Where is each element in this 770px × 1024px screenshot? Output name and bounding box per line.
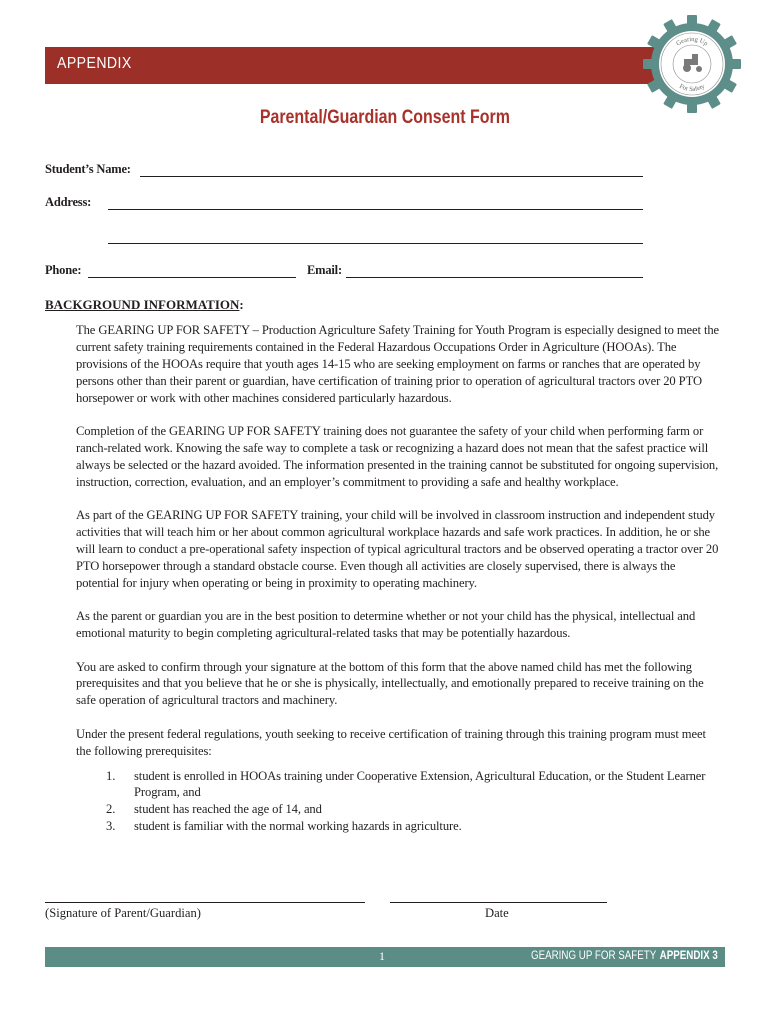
background-paragraph: Under the present federal regulations, youth seeking to receive certification of training through this training program must meet the following prerequisites: — [76, 726, 706, 758]
list-item-text: student is familiar with the normal working hazards in agriculture. — [134, 819, 462, 834]
student-name-label: Student’s Name: — [45, 162, 131, 176]
date-label: Date — [485, 906, 509, 920]
student-name-field[interactable] — [140, 176, 643, 177]
list-item — [76, 768, 721, 802]
seal-top-text: Gearing Up — [675, 35, 710, 48]
appendix-header-bar — [45, 47, 660, 84]
email-label: Email: — [307, 263, 342, 277]
background-paragraph: You are asked to confirm through your signature at the bottom of this form that the above named child has met the following prerequisites and that you believe that he or she is physically, intellectually, and emotionally prepared to receive training on the safe operation of agricultural tractors and machinery. — [76, 659, 704, 708]
list-item-number: 1. — [106, 768, 116, 783]
email-field[interactable] — [346, 277, 643, 278]
date-field[interactable] — [390, 902, 607, 903]
phone-label: Phone: — [45, 263, 82, 277]
list-item — [76, 801, 721, 818]
list-item-number: 3. — [106, 819, 116, 834]
form-title: Parental/Guardian Consent Form — [259, 107, 511, 128]
background-paragraph: As part of the GEARING UP FOR SAFETY training, your child will be involved in classroom instruction and independent study activities that will teach him or her about common agricultural workplace hazards and safe work practices. In addition, he or she will learn to conduct a pre-operational safety inspection of typical agricultural tractors and be observed operating a tractor over 20 PTO horsepower through a standard obstacle course. Even though all activities are closely supervised, there is always the potential for injury when operating or being in proximity to operating machinery. — [76, 508, 719, 590]
background-paragraph: As the parent or guardian you are in the best position to determine whether or not your child has the physical, intellectual and emotional maturity to begin completing agricultural-related tasks that may be potentially hazardous. — [76, 609, 696, 641]
phone-field[interactable] — [88, 277, 296, 278]
background-body — [76, 322, 721, 835]
list-item — [76, 818, 721, 835]
background-paragraph: Completion of the GEARING UP FOR SAFETY training does not guarantee the safety of your child when performing farm or ranch-related work. Knowing the safe way to complete a task or recognizing a hazard does not mean that the safest practice will always be selected or the hazard avoided. The information presented in the training cannot be substituted for ongoing supervision, instruction, correction, evaluation, and an employer’s commitment to providing a safe and healthy workplace. — [76, 424, 719, 489]
address-field-line-1[interactable] — [108, 209, 643, 210]
page-number: 1 — [379, 949, 385, 963]
parent-signature-label: (Signature of Parent/Guardian) — [45, 906, 201, 920]
footer-program-title: GEARING UP FOR SAFETY APPENDIX 3 — [531, 950, 718, 962]
gearing-up-seal-icon — [642, 14, 742, 114]
address-label: Address: — [45, 195, 92, 209]
list-item-text: student is enrolled in HOOAs training under Cooperative Extension, Agricultural Education, or the Student Learner Program, and — [134, 768, 706, 800]
background-paragraph: The GEARING UP FOR SAFETY – Production Agriculture Safety Training for Youth Program is especially designed to meet the current safety training requirements contained in the Federal Hazardous Occupations Order in Agriculture (HOOAs). The provisions of the HOOAs require that youth ages 14-15 who are seeking employment on farms or ranches that are operated by persons other than their parent or guardian, have certification of training prior to operation of agricultural tractors over 20 PTO horsepower or work with other machines considered particularly hazardous. — [76, 323, 720, 405]
address-field-line-2[interactable] — [108, 243, 643, 244]
prerequisites-list — [76, 768, 721, 836]
seal-bottom-text: For Safety — [678, 82, 706, 94]
parent-signature-field[interactable] — [45, 902, 365, 903]
background-heading: BACKGROUND INFORMATION: — [45, 297, 244, 312]
list-item-number: 2. — [106, 802, 116, 817]
list-item-text: student has reached the age of 14, and — [134, 802, 322, 817]
appendix-label: APPENDIX — [57, 55, 132, 72]
